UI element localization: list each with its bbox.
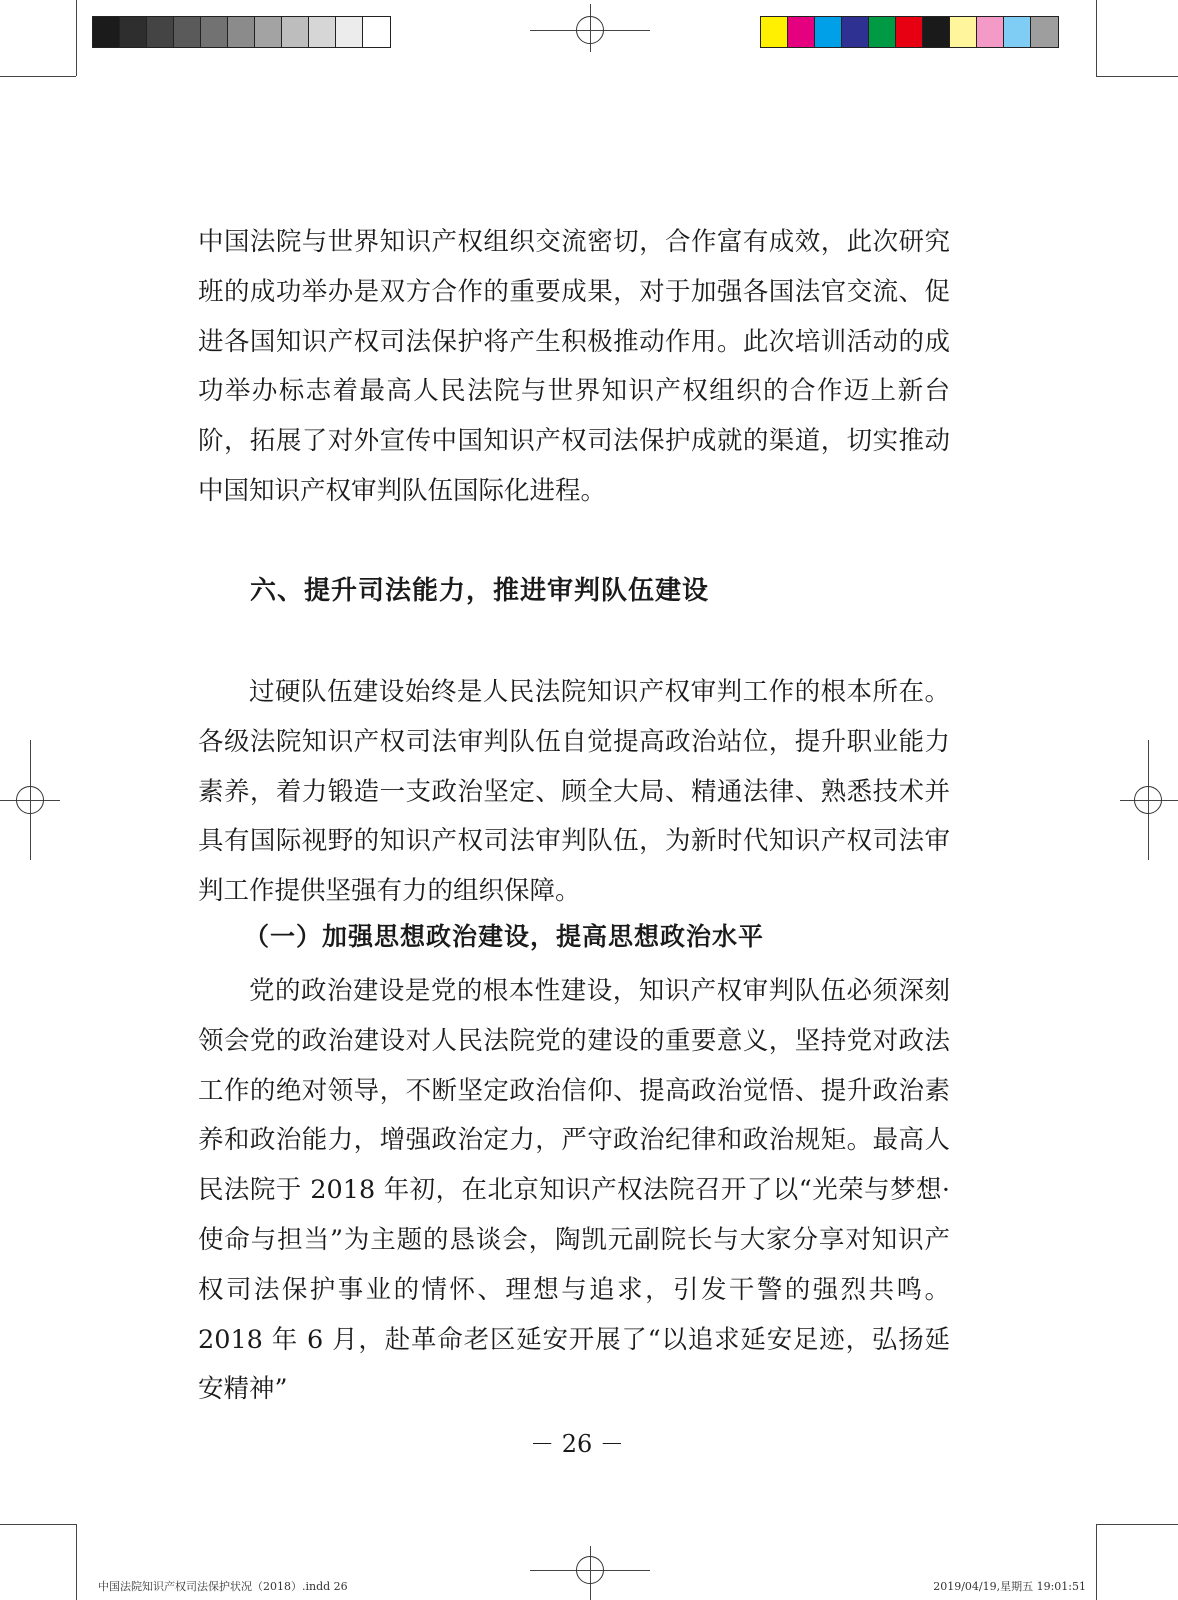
color-swatch xyxy=(815,17,842,47)
crop-mark xyxy=(1096,1524,1097,1600)
gray-color-bar xyxy=(92,16,391,48)
color-swatch xyxy=(896,17,923,47)
color-swatch xyxy=(977,17,1004,47)
section-heading: 六、提升司法能力，推进审判队伍建设 xyxy=(250,576,710,606)
color-swatch xyxy=(950,17,977,47)
subsection-heading: （一）加强思想政治建设，提高思想政治水平 xyxy=(244,922,765,951)
registration-circle-icon xyxy=(16,786,44,814)
page-number: － 26 － xyxy=(530,1430,624,1458)
gray-swatch xyxy=(228,17,255,47)
color-swatch xyxy=(1031,17,1058,47)
gray-swatch xyxy=(309,17,336,47)
process-color-bar xyxy=(760,16,1059,48)
footer-timestamp: 2019/04/19,星期五 19:01:51 xyxy=(933,1580,1086,1593)
color-swatch xyxy=(788,17,815,47)
gray-swatch xyxy=(174,17,201,47)
gray-swatch xyxy=(255,17,282,47)
registration-circle-icon xyxy=(576,16,604,44)
gray-swatch xyxy=(120,17,147,47)
registration-circle-icon xyxy=(1134,786,1162,814)
body-paragraph: 中国法院与世界知识产权组织交流密切，合作富有成效，此次研究班的成功举办是双方合作的重要成果，对于加强各国法官交流、促进各国知识产权司法保护将产生积极推动作用。此次培训活动的成功举办标志着最高人民法院与世界知识产权组织的合作迈上新台阶，拓展了对外宣传中国知识产权司法保护成就的渠道，切实推动中国知识产权审判队伍国际化进程。 xyxy=(198,227,950,506)
registration-circle-icon xyxy=(576,1556,604,1584)
footer-file-name: 中国法院知识产权司法保护状况（2018）.indd 26 xyxy=(98,1580,348,1593)
gray-swatch xyxy=(147,17,174,47)
crop-mark xyxy=(0,1524,76,1525)
crop-mark xyxy=(0,76,76,77)
body-paragraph: 党的政治建设是党的根本性建设，知识产权审判队伍必须深刻领会党的政治建设对人民法院党的建设的重要意义，坚持党对政法工作的绝对领导，不断坚定政治信仰、提高政治觉悟、提升政治素养和政治能力，增强政治定力，严守政治纪律和政治规矩。最高人民法院于 2018 年初，在北京知识产权法院召开了以“光荣与梦想·使命与担当”为主题的恳谈会，陶凯元副院长与大家分享对知识产权司法保护事业的情怀、理想与追求，引发干警的强烈共鸣。2018 年 6 月，赴革命老区延安开展了“以追求延安足迹，弘扬延安精神” xyxy=(198,976,950,1405)
crop-mark xyxy=(1096,0,1097,76)
crop-mark xyxy=(76,1524,77,1600)
color-swatch xyxy=(869,17,896,47)
color-swatch xyxy=(842,17,869,47)
gray-swatch xyxy=(201,17,228,47)
gray-swatch xyxy=(336,17,363,47)
crop-mark xyxy=(76,0,77,76)
color-swatch xyxy=(1004,17,1031,47)
color-swatch xyxy=(761,17,788,47)
gray-swatch xyxy=(93,17,120,47)
gray-swatch xyxy=(363,17,390,47)
crop-mark xyxy=(1096,1524,1178,1525)
gray-swatch xyxy=(282,17,309,47)
color-swatch xyxy=(923,17,950,47)
body-paragraph: 过硬队伍建设始终是人民法院知识产权审判工作的根本所在。各级法院知识产权司法审判队伍自觉提高政治站位，提升职业能力素养，着力锻造一支政治坚定、顾全大局、精通法律、熟悉技术并具有国际视野的知识产权司法审判队伍，为新时代知识产权司法审判工作提供坚强有力的组织保障。 xyxy=(198,677,950,907)
crop-mark xyxy=(1096,76,1178,77)
